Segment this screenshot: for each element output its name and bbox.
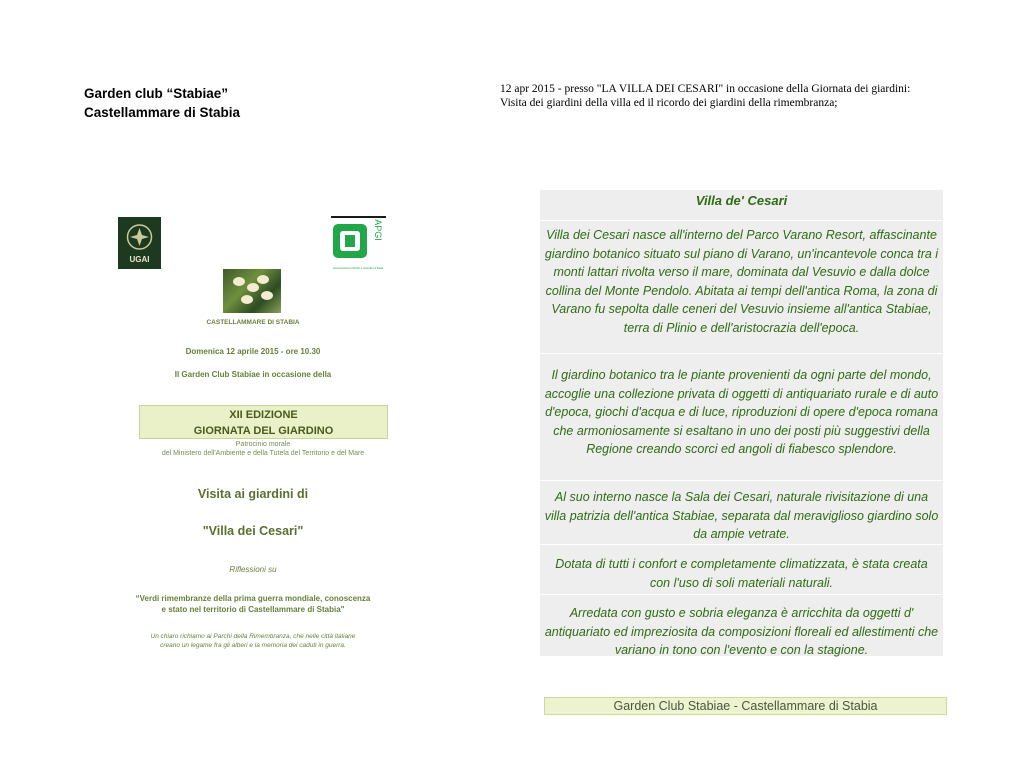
club-name-line1: Garden club “Stabiae” [84,86,229,101]
flyer-note [110,632,396,650]
event-description [500,82,910,110]
ugai-logo-text: UGAI [129,255,150,264]
villa-paragraph-4: Dotata di tutti i confort e completamente climatizzata, è stata creata con l'uso di soli materiali naturali. [555,557,928,590]
villa-paragraph-1: Villa dei Cesari nasce all'interno del Parco Varano Resort, affascinante giardino botanico situato sul piano di Varano, un'incantevole conca tra i monti lattari rivolta verso il mare, dominata dal Vesuvio e dalla dolce collina del Monte Pendolo. Abitata ai tempi dell'antica Roma, la zona di Varano fu sepolta dalle ceneri del Vesuvio insieme all'antica Stabiae, terra di Plinio e dell'aristocrazia dell'epoca. [544,228,939,335]
edition-line1: XII EDIZIONE [229,409,298,421]
apgi-logo-caption: Associazione Parchi e Giardini d'Italia [332,266,384,270]
villa-heading: "Villa dei Cesari" [202,524,304,538]
reflections-label: Riflessioni su [229,565,277,574]
villa-paragraph-3: Al suo interno nasce la Sala dei Cesari, naturale rivisitazione di una villa patrizia dell'antica Stabiae, separata dal meraviglioso giardino solo da ampie vetrate. [544,490,939,541]
note-line1: Un chiaro richiamo ai Parchi della Rimembranza, che nelle città italiane [150,633,356,640]
flyer-date: Domenica 12 aprile 2015 - ore 10.30 [185,347,321,356]
flyer-intro: Il Garden Club Stabiae in occasione della [174,370,332,379]
apgi-logo [331,216,386,272]
event-line1: 12 apr 2015 - presso "LA VILLA DEI CESARI" in occasione della Giornata dei giardini: [500,83,911,95]
apgi-logo-text: APGI [373,219,383,241]
villa-paragraph-2: Il giardino botanico tra le piante provenienti da ogni parte del mondo, accoglie una collezione privata di oggetti di antiquariato rurale e di auto d'epoca, giochi d'acqua e di luce, riproduzioni di opere d'epoca romana che armoniosamente si esaltano in uno dei posti più suggestivi della Regione creando scorci ed angoli di fiabesco splendore. [544,368,939,456]
edition-box [139,405,388,439]
flyer-quote [110,593,396,615]
visit-heading: Visita ai giardini di [197,487,309,501]
patronage [120,440,406,458]
flyer-city: CASTELLAMMARE DI STABIA [206,319,300,326]
villa-title: Villa de' Cesari [695,193,788,208]
patronage-line2: del Ministero dell'Ambiente e della Tutela del Territorio e del Mare [161,450,365,457]
quote-line1: “Verdi rimembranze della prima guerra mondiale, conoscenza [135,594,371,603]
club-name [84,84,240,122]
flower-photo [223,269,281,313]
event-line2: Visita dei giardini della villa ed il ricordo dei giardini della rimembranza; [500,97,838,109]
club-name-line2: Castellammare di Stabia [84,105,241,120]
villa-paragraph-5: Arredata con gusto e sobria eleganza è arricchita da oggetti d' antiquariato ed impreziosita da composizioni floreali ed allestimenti che variano in tono con l'evento e con la stagione. [544,606,939,657]
quote-line2: e stato nel territorio di Castellammare di Stabia" [161,605,345,614]
patronage-line1: Patrocinio morale [235,441,291,448]
note-line2: creano un legame fra gli alberi e la memoria dei caduti in guerra. [160,642,346,649]
ugai-logo [118,217,161,269]
edition-line2: GIORNATA DEL GIARDINO [193,425,334,437]
footer-bar: Garden Club Stabiae - Castellammare di Stabia [544,697,947,715]
